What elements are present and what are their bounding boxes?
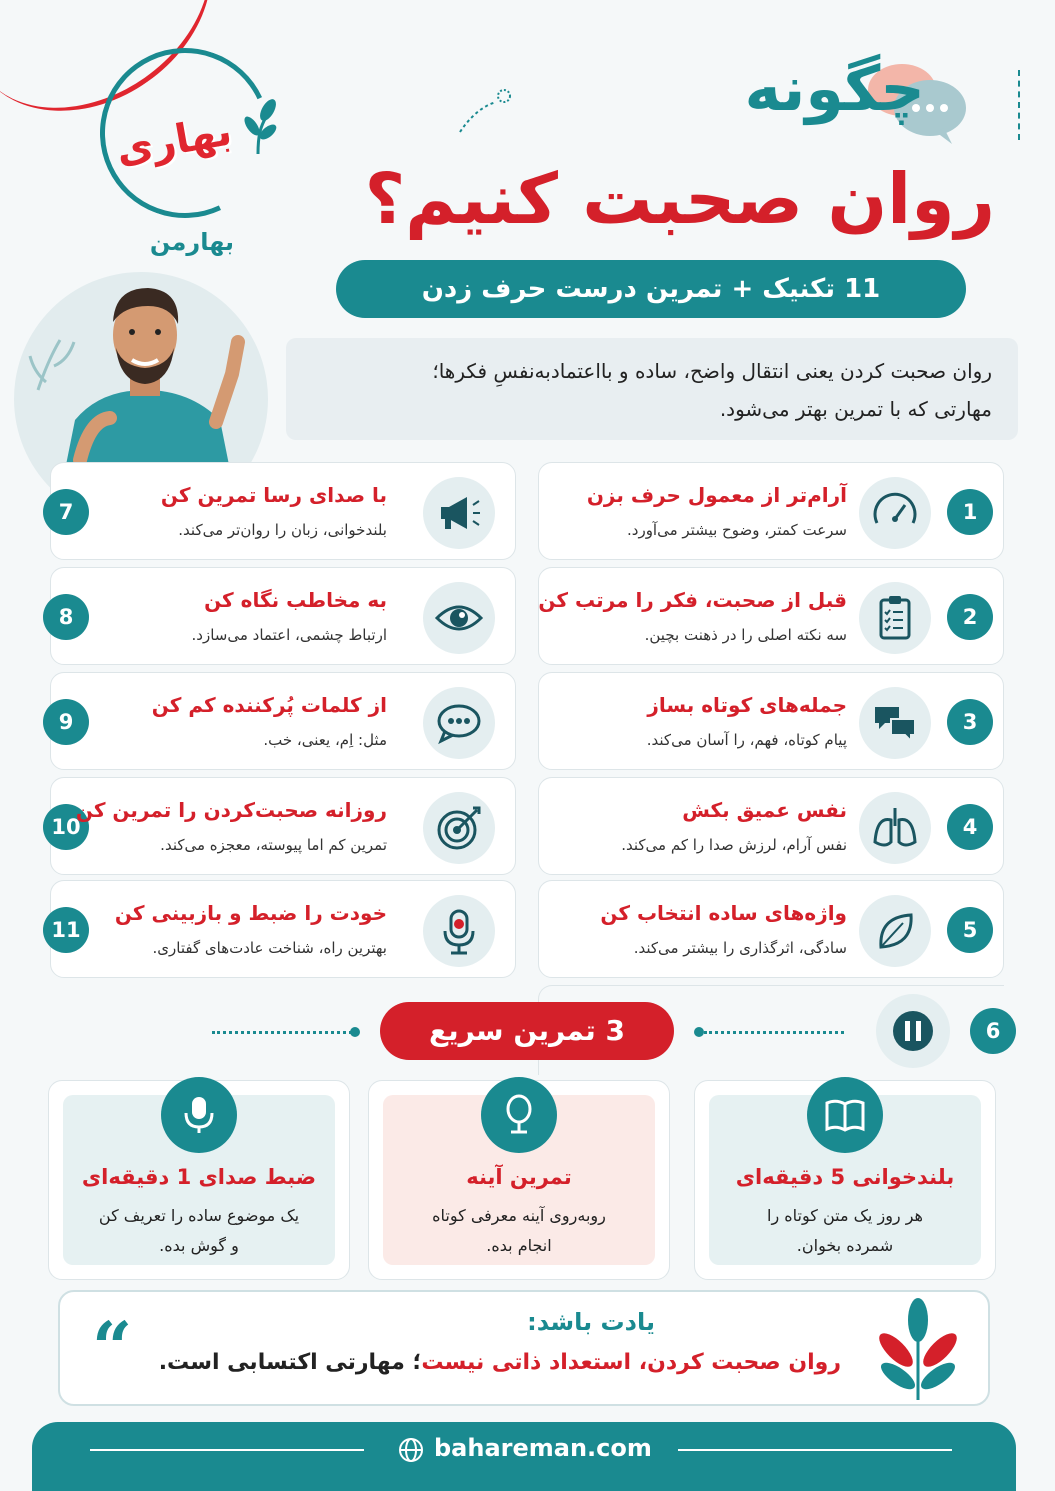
man-illustration: [20, 270, 270, 470]
decorative-dashed-line: [1018, 70, 1022, 140]
intro-line1: روان صحبت کردن یعنی انتقال واضح، ساده و بااعتمادبه‌نفسِ فکرها؛: [432, 359, 992, 383]
page-title-line1: چگونه: [744, 52, 925, 125]
tip-title: واژه‌های ساده انتخاب کن: [600, 901, 847, 925]
tip-description: بلندخوانی، زبان را روان‌تر می‌کند.: [178, 521, 387, 539]
quick-card-reading: [694, 1080, 996, 1280]
microphone-icon: [423, 895, 495, 967]
reminder-part3: ؛ مهارتی اکتسابی است.: [158, 1350, 422, 1375]
quick-card-title: ضبط صدای 1 دقیقه‌ای: [81, 1165, 317, 1189]
plant-icon: [868, 1298, 968, 1402]
clipboard-icon: [859, 582, 931, 654]
eye-icon: [423, 582, 495, 654]
decorative-dots: [456, 88, 526, 138]
tip-number: 7: [43, 489, 89, 535]
book-icon: [807, 1077, 883, 1153]
tip-number: 11: [43, 907, 89, 953]
tip-description: پیام کوتاه، فهم، را آسان می‌کند.: [646, 731, 847, 749]
tip-title: روزانه صحبت‌کردن را تمرین کن: [75, 798, 387, 822]
tip-number: 8: [43, 594, 89, 640]
logo-subtitle: بهارمن: [149, 228, 235, 256]
lungs-icon: [859, 792, 931, 864]
tip-description: سه نکته اصلی را در ذهنت بچین.: [644, 626, 847, 644]
tip-description: سادگی، اثرگذاری را بیشتر می‌کند.: [633, 939, 847, 957]
tip-title: از کلمات پُرکننده کم کن: [151, 693, 387, 717]
quick-card-title: بلندخوانی 5 دقیقه‌ای: [735, 1165, 955, 1189]
dotted-divider-left: [212, 1031, 352, 1034]
divider-dot: [694, 1027, 704, 1037]
tip-number: 9: [43, 699, 89, 745]
quote-icon: “: [92, 1306, 133, 1389]
tip-number: 1: [947, 489, 993, 535]
quick-card-desc-line2: و گوش بده.: [159, 1236, 239, 1255]
reminder-part2: استعداد ذاتی نیست: [421, 1350, 632, 1375]
footer-divider-right: [678, 1449, 952, 1451]
tip-number: 6: [970, 1008, 1016, 1054]
tip-card-8: [50, 567, 516, 665]
tip-title: نفس عمیق بکش: [682, 798, 847, 822]
logo-wordmark: بهاری: [112, 108, 236, 174]
pause-icon: [876, 994, 950, 1068]
quick-card-title: تمرین آینه: [466, 1165, 572, 1189]
reminder-part1: روان صحبت کردن،: [631, 1350, 841, 1375]
tip-card-4: [538, 777, 1004, 875]
globe-icon: [398, 1437, 424, 1463]
leaf-icon: [859, 895, 931, 967]
tip-description: مثل: اِم، یعنی، خب.: [263, 731, 387, 749]
quick-card-desc: [59, 1201, 339, 1261]
mirror-icon: [481, 1077, 557, 1153]
subtitle-banner: 11 تکنیک + تمرین درست حرف زدن: [336, 260, 966, 318]
tip-title: قبل از صحبت، فکر را مرتب کن: [538, 588, 847, 612]
tip-card-11: [50, 880, 516, 978]
tip-description: ارتباط چشمی، اعتماد می‌سازد.: [191, 626, 387, 644]
intro-box: [286, 338, 1018, 440]
microphone-icon: [161, 1077, 237, 1153]
tip-description: تمرین کم اما پیوسته، معجزه می‌کند.: [160, 836, 387, 854]
divider-dot: [350, 1027, 360, 1037]
quick-card-desc: [705, 1201, 985, 1261]
tip-card-9: [50, 672, 516, 770]
tip-number: 10: [43, 804, 89, 850]
tip-number: 4: [947, 804, 993, 850]
tip-title: به مخاطب نگاه کن: [204, 588, 387, 612]
intro-line2: مهارتی که با تمرین بهتر می‌شود.: [719, 397, 992, 421]
quick-exercises-heading: 3 تمرین سریع: [380, 1002, 674, 1060]
tip-number: 2: [947, 594, 993, 640]
quick-card-desc-line1: یک موضوع ساده را تعریف کن: [98, 1206, 300, 1225]
speedometer-icon: [859, 477, 931, 549]
tip-title: با صدای رسا تمرین کن: [160, 483, 387, 507]
tip-card-3: [538, 672, 1004, 770]
website-link[interactable]: bahareman.com: [434, 1434, 652, 1462]
target-icon: [423, 792, 495, 864]
tip-card-2: [538, 567, 1004, 665]
dotted-divider-right: [704, 1031, 844, 1034]
tip-card-10: [50, 777, 516, 875]
speech-bubble-icon: [423, 687, 495, 759]
tip-number: 5: [947, 907, 993, 953]
quick-card-desc-line1: هر روز یک متن کوتاه را: [767, 1206, 923, 1225]
megaphone-icon: [423, 477, 495, 549]
reminder-box: [58, 1290, 990, 1406]
tip-number: 3: [947, 699, 993, 745]
tip-title: جمله‌های کوتاه بساز: [647, 693, 847, 717]
page-title-line2: روان صحبت کنیم؟: [364, 158, 995, 240]
quick-card-mirror: [368, 1080, 670, 1280]
reminder-text: [159, 1350, 841, 1375]
tip-title: خودت را ضبط و بازبینی کن: [114, 901, 387, 925]
tip-description: بهترین راه، شناخت عادت‌های گفتاری.: [152, 939, 387, 957]
tip-card-7: [50, 462, 516, 560]
tip-card-5: [538, 880, 1004, 978]
tip-title: آرام‌تر از معمول حرف بزن: [586, 483, 847, 507]
reminder-title: یادت باشد:: [527, 1308, 655, 1336]
quick-card-desc-line1: روبه‌روی آینه معرفی کوتاه: [432, 1206, 606, 1225]
chat-bubbles-icon: [859, 687, 931, 759]
quick-card-desc-line2: انجام بده.: [486, 1236, 552, 1255]
quick-card-desc: [379, 1201, 659, 1261]
tip-card-1: [538, 462, 1004, 560]
tip-description: سرعت کمتر، وضوح بیشتر می‌آورد.: [627, 521, 847, 539]
footer-divider-left: [90, 1449, 364, 1451]
quick-card-desc-line2: شمرده بخوان.: [796, 1236, 894, 1255]
tip-description: نفس آرام، لرزش صدا را کم می‌کند.: [621, 836, 847, 854]
quick-card-recording: [48, 1080, 350, 1280]
